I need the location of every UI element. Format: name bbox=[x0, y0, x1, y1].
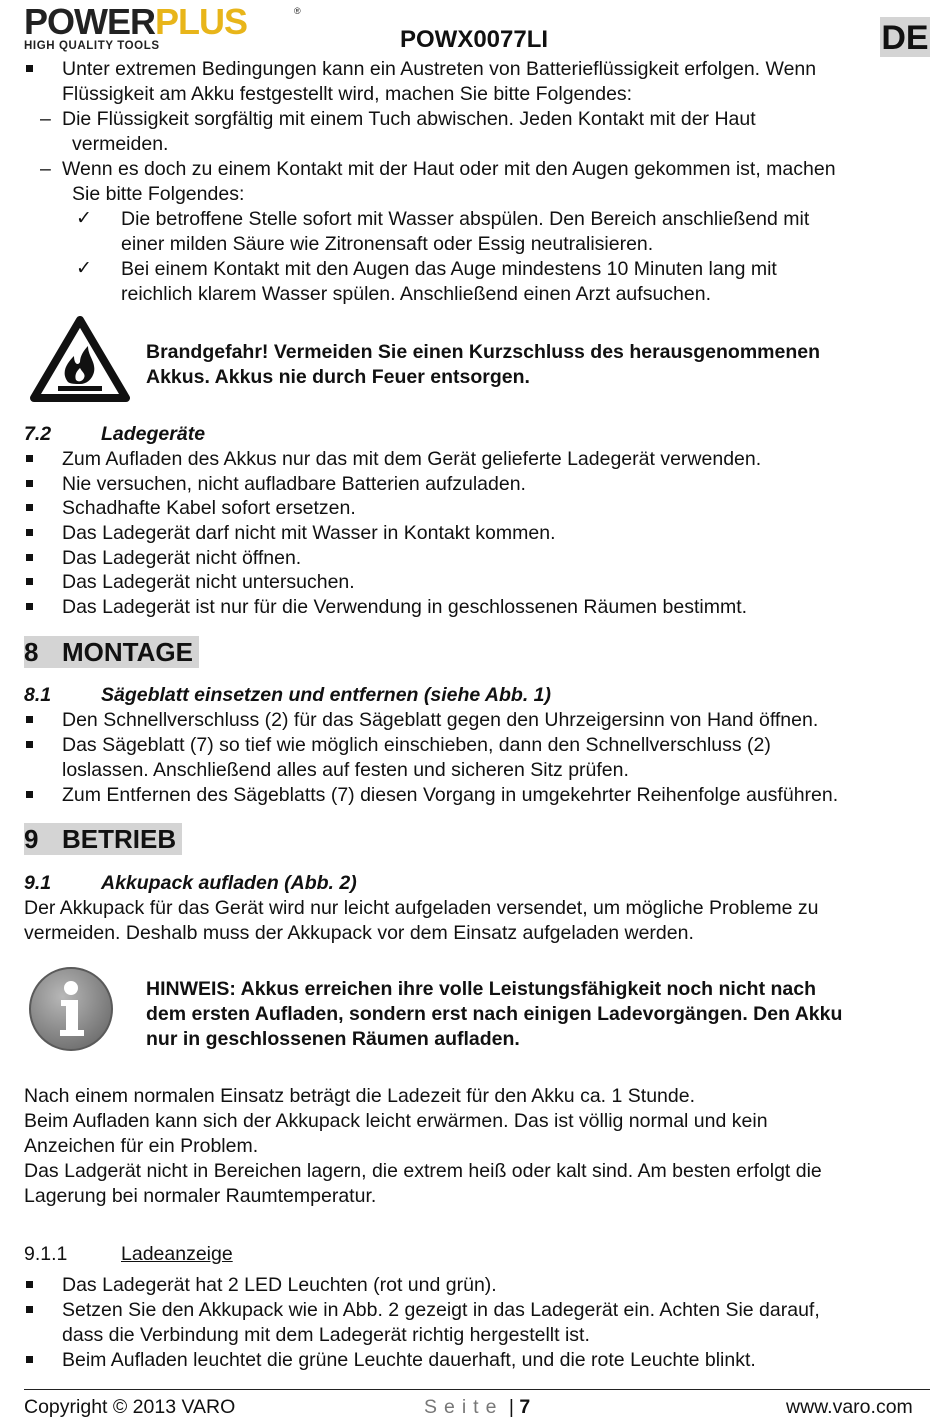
fire-warning-line2: Akkus. Akkus nie durch Feuer entsorgen. bbox=[146, 366, 530, 388]
leak-check2-line2: reichlich klarem Wasser spülen. Anschließend einen Arzt aufsuchen. bbox=[121, 283, 711, 305]
section-9-1-1-title: Ladeanzeige bbox=[121, 1243, 233, 1265]
bullet-icon bbox=[26, 1306, 33, 1313]
section-8-heading: 8 MONTAGE bbox=[24, 636, 199, 668]
bullet-icon bbox=[26, 480, 33, 487]
bullet-icon bbox=[26, 1281, 33, 1288]
leak-check2-line1: Bei einem Kontakt mit den Augen das Auge mindestens 10 Minuten lang mit bbox=[121, 258, 777, 280]
dash-icon: – bbox=[40, 108, 51, 130]
model-number: POWX0077LI bbox=[400, 26, 549, 53]
checkmark-icon: ✓ bbox=[76, 208, 92, 229]
footer-divider bbox=[24, 1389, 930, 1390]
bullet-icon bbox=[26, 716, 33, 723]
registered-mark-icon: ® bbox=[294, 6, 301, 16]
leak-dash1-line1: Die Flüssigkeit sorgfältig mit einem Tuch abwischen. Jeden Kontakt mit der Haut bbox=[62, 108, 756, 130]
paragraph-line: Der Akkupack für das Gerät wird nur leicht aufgeladen versendet, um mögliche Probleme zu bbox=[24, 897, 819, 919]
section-7-2-number: 7.2 bbox=[24, 423, 52, 445]
bullet-icon bbox=[26, 455, 33, 462]
list-item: Das Ladegerät nicht öffnen. bbox=[62, 547, 302, 569]
list-item: Das Ladegerät ist nur für die Verwendung in geschlossenen Räumen bestimmt. bbox=[62, 596, 748, 618]
hint-line2: dem ersten Aufladen, sondern erst nach einigen Ladevorgängen. Den Akku bbox=[146, 1003, 843, 1025]
bullet-icon bbox=[26, 603, 33, 610]
paragraph-line: Beim Aufladen kann sich der Akkupack leicht erwärmen. Das ist völlig normal und kein bbox=[24, 1110, 768, 1132]
list-item: Beim Aufladen leuchtet die grüne Leuchte dauerhaft, und die rote Leuchte blinkt. bbox=[62, 1349, 756, 1371]
dash-icon: – bbox=[40, 158, 51, 180]
leak-check1-line1: Die betroffene Stelle sofort mit Wasser abspülen. Den Bereich anschließend mit bbox=[121, 208, 810, 230]
paragraph-line: vermeiden. Deshalb muss der Akkupack vor dem Einsatz aufgeladen werden. bbox=[24, 922, 694, 944]
list-item: Das Ladegerät darf nicht mit Wasser in Kontakt kommen. bbox=[62, 522, 556, 544]
list-item: Das Sägeblatt (7) so tief wie möglich einschieben, dann den Schnellverschluss (2) bbox=[62, 734, 771, 756]
list-item: Zum Entfernen des Sägeblatts (7) diesen Vorgang in umgekehrter Reihenfolge ausführen. bbox=[62, 784, 839, 806]
powerplus-logo bbox=[24, 1, 301, 52]
leak-bullet-line1: Unter extremen Bedingungen kann ein Austreten von Batterieflüssigkeit erfolgen. Wenn bbox=[62, 58, 817, 80]
list-item-continued: dass die Verbindung mit dem Ladegerät richtig hergestellt ist. bbox=[62, 1324, 590, 1346]
section-9-1-title: Akkupack aufladen (Abb. 2) bbox=[101, 872, 357, 894]
section-8-1-number: 8.1 bbox=[24, 684, 52, 706]
section-9-heading: 9 BETRIEB bbox=[24, 823, 182, 855]
leak-bullet-line2: Flüssigkeit am Akku festgestellt wird, machen Sie bitte Folgendes: bbox=[62, 83, 633, 105]
bullet-icon bbox=[26, 529, 33, 536]
info-icon bbox=[28, 966, 114, 1052]
bullet-icon bbox=[26, 554, 33, 561]
leak-dash2-line1: Wenn es doch zu einem Kontakt mit der Haut oder mit den Augen gekommen ist, machen bbox=[62, 158, 836, 180]
list-item: Das Ladegerät hat 2 LED Leuchten (rot und grün). bbox=[62, 1274, 497, 1296]
leak-check1-line2: einer milden Säure wie Zitronensaft oder Essig neutralisieren. bbox=[121, 233, 654, 255]
footer-copyright: Copyright © 2013 VARO bbox=[24, 1396, 236, 1418]
fire-warning-line1: Brandgefahr! Vermeiden Sie einen Kurzschluss des herausgenommenen bbox=[146, 341, 821, 363]
footer-page-number: 7 bbox=[519, 1396, 531, 1418]
bullet-icon bbox=[26, 65, 33, 72]
paragraph-line: Nach einem normalen Einsatz beträgt die Ladezeit für den Akku ca. 1 Stunde. bbox=[24, 1085, 695, 1107]
leak-dash1-line2: vermeiden. bbox=[72, 133, 169, 155]
logo-wordmark: POWERPLUS bbox=[24, 1, 248, 42]
list-item: Den Schnellverschluss (2) für das Sägeblatt gegen den Uhrzeigersinn von Hand öffnen. bbox=[62, 709, 819, 731]
paragraph-line: Das Ladgerät nicht in Bereichen lagern, die extrem heiß oder kalt sind. Am besten erfolgt die bbox=[24, 1160, 822, 1182]
list-item: Setzen Sie den Akkupack wie in Abb. 2 gezeigt in das Ladegerät ein. Achten Sie darauf, bbox=[62, 1299, 820, 1321]
logo-tagline: HIGH QUALITY TOOLS bbox=[24, 40, 160, 52]
section-7-2-title: Ladegeräte bbox=[101, 423, 206, 445]
bullet-icon bbox=[26, 1356, 33, 1363]
footer-seite-label: Seite bbox=[424, 1396, 504, 1418]
hint-line1: HINWEIS: Akkus erreichen ihre volle Leistungsfähigkeit noch nicht nach bbox=[146, 978, 816, 1000]
section-8-1-title: Sägeblatt einsetzen und entfernen (siehe Abb. 1) bbox=[101, 684, 552, 706]
footer-page bbox=[424, 1396, 530, 1419]
list-item: Zum Aufladen des Akkus nur das mit dem Gerät gelieferte Ladegerät verwenden. bbox=[62, 448, 762, 470]
list-item: Schadhafte Kabel sofort ersetzen. bbox=[62, 497, 356, 519]
leak-dash2-line2: Sie bitte Folgendes: bbox=[72, 183, 245, 205]
list-item: Nie versuchen, nicht aufladbare Batterien aufzuladen. bbox=[62, 473, 526, 495]
footer-page-separator: | bbox=[508, 1396, 514, 1418]
footer-url[interactable]: www.varo.com bbox=[786, 1396, 913, 1418]
bullet-icon bbox=[26, 578, 33, 585]
section-9-1-number: 9.1 bbox=[24, 872, 52, 894]
paragraph-line: Anzeichen für ein Problem. bbox=[24, 1135, 259, 1157]
language-badge: DE bbox=[881, 19, 929, 57]
fire-hazard-icon bbox=[30, 316, 130, 402]
checkmark-icon: ✓ bbox=[76, 258, 92, 279]
bullet-icon bbox=[26, 791, 33, 798]
bullet-icon bbox=[26, 741, 33, 748]
section-9-1-1-number: 9.1.1 bbox=[24, 1243, 68, 1265]
bullet-icon bbox=[26, 504, 33, 511]
list-item-continued: loslassen. Anschließend alles auf festen und sicheren Sitz prüfen. bbox=[62, 759, 629, 781]
hint-line3: nur in geschlossenen Räumen aufladen. bbox=[146, 1028, 520, 1050]
paragraph-line: Lagerung bei normaler Raumtemperatur. bbox=[24, 1185, 377, 1207]
list-item: Das Ladegerät nicht untersuchen. bbox=[62, 571, 355, 593]
